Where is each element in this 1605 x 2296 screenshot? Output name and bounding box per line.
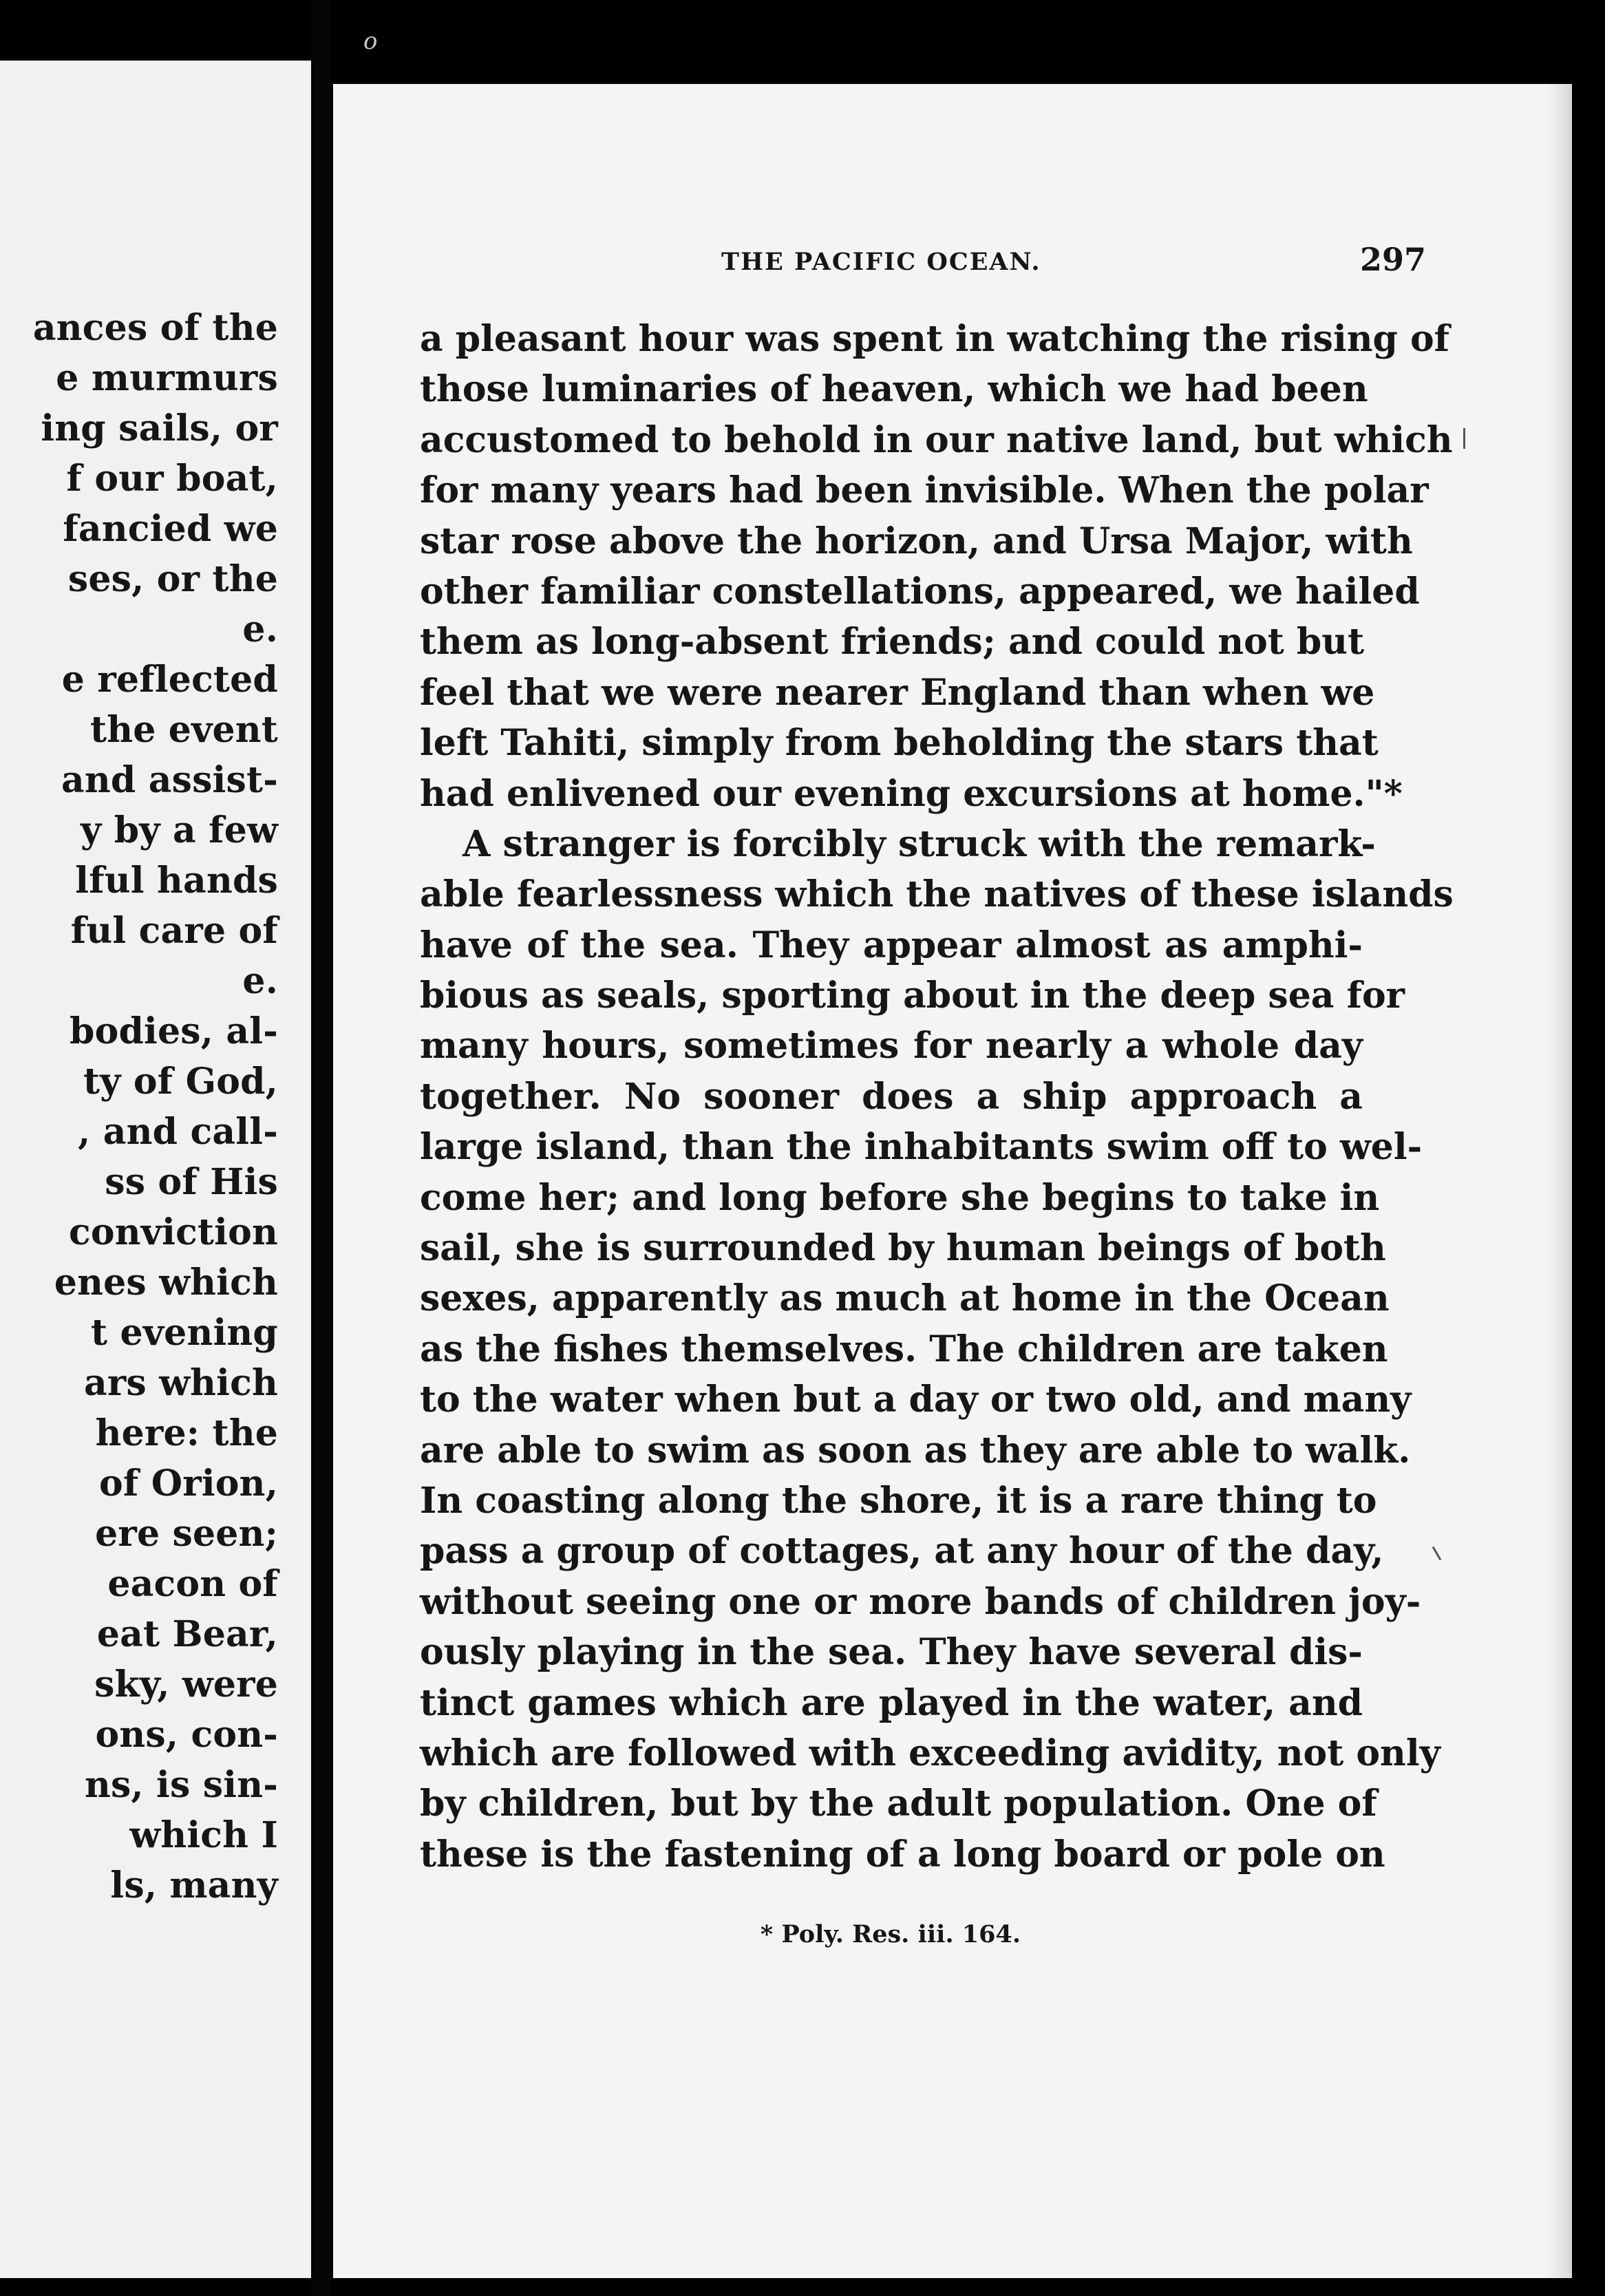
body-line: those luminaries of heaven, which we had been bbox=[420, 368, 1368, 411]
body-line: A stranger is forcibly struck with the remark- bbox=[463, 822, 1376, 865]
body-line: them as long-absent friends; and could not but bbox=[420, 621, 1365, 663]
left-page-line: of Orion, bbox=[99, 1463, 278, 1505]
running-head: THE PACIFIC OCEAN. bbox=[721, 248, 1041, 276]
body-line: by children, but by the adult population. One of bbox=[420, 1783, 1377, 1825]
left-page-line: enes which bbox=[54, 1262, 278, 1304]
left-page-line: ss of His bbox=[105, 1161, 278, 1203]
body-line: star rose above the horizon, and Ursa Major, with bbox=[420, 520, 1413, 562]
left-page-line: ty of God, bbox=[83, 1061, 278, 1103]
left-page-line: bodies, al- bbox=[70, 1010, 278, 1052]
left-page-line: ere seen; bbox=[95, 1513, 278, 1555]
left-page-line: ses, or the bbox=[67, 558, 278, 600]
body-line: pass a group of cottages, at any hour of the day, bbox=[420, 1530, 1384, 1573]
left-page-line: ons, con- bbox=[95, 1714, 278, 1756]
body-text bbox=[420, 314, 1454, 1880]
left-page bbox=[0, 61, 311, 2278]
body-line: for many years had been invisible. When the polar bbox=[420, 469, 1429, 512]
footnote: * Poly. Res. iii. 164. bbox=[760, 1920, 1021, 1948]
body-line: sail, she is surrounded by human beings of both bbox=[420, 1227, 1386, 1270]
body-line: bious as seals, sporting about in the deep sea for bbox=[420, 975, 1405, 1017]
left-page-line: eacon of bbox=[107, 1563, 278, 1605]
body-line: In coasting along the shore, it is a rare thing to bbox=[420, 1479, 1377, 1522]
left-page-line: f our boat, bbox=[66, 458, 278, 500]
body-line: able fearlessness which the natives of these islands bbox=[420, 873, 1454, 916]
body-line: ously playing in the sea. They have several dis- bbox=[420, 1631, 1363, 1674]
left-page-line: and assist- bbox=[61, 759, 278, 801]
left-page-text bbox=[0, 303, 278, 1911]
left-page-line: t evening bbox=[90, 1312, 278, 1354]
left-page-line: ars which bbox=[83, 1362, 278, 1404]
body-line: accustomed to behold in our native land, but which bbox=[420, 418, 1453, 461]
left-page-line: lful hands bbox=[75, 860, 278, 902]
left-page-line: e. bbox=[242, 608, 278, 650]
left-page-line: here: the bbox=[95, 1412, 278, 1454]
right-page bbox=[333, 84, 1572, 2278]
scan-mark: o bbox=[363, 28, 378, 55]
left-page-line: e. bbox=[242, 960, 278, 1002]
body-line: tinct games which are played in the water, and bbox=[420, 1681, 1363, 1724]
left-page-line: , and call- bbox=[78, 1111, 278, 1153]
body-line: left Tahiti, simply from beholding the stars that bbox=[420, 722, 1379, 765]
body-line: these is the fastening of a long board or pole on bbox=[420, 1833, 1385, 1875]
body-line: many hours, sometimes for nearly a whole day bbox=[420, 1025, 1363, 1067]
page-number: 297 bbox=[1360, 241, 1427, 278]
body-line: have of the sea. They appear almost as amphi- bbox=[420, 924, 1363, 966]
body-line: as the fishes themselves. The children are taken bbox=[420, 1328, 1388, 1370]
body-line: feel that we were nearer England than when we bbox=[420, 671, 1375, 714]
body-line: without seeing one or more bands of children joy- bbox=[420, 1580, 1421, 1623]
left-page-line: e murmurs bbox=[56, 357, 278, 399]
scan-fleck bbox=[1463, 428, 1465, 449]
body-line: had enlivened our evening excursions at home."* bbox=[420, 772, 1403, 815]
body-line: which are followed with exceeding avidity, not only bbox=[420, 1732, 1441, 1774]
left-page-line: e reflected bbox=[61, 659, 278, 701]
body-line: a pleasant hour was spent in watching the rising of bbox=[420, 318, 1450, 360]
left-page-line: eat Bear, bbox=[96, 1613, 278, 1655]
body-line: come her; and long before she begins to take in bbox=[420, 1176, 1380, 1219]
body-line: large island, than the inhabitants swim off to wel- bbox=[420, 1126, 1423, 1169]
scan-fleck bbox=[1432, 1546, 1442, 1561]
left-page-line: fancied we bbox=[63, 508, 278, 550]
left-page-line: the event bbox=[89, 709, 278, 751]
body-line: other familiar constellations, appeared, we hailed bbox=[420, 570, 1420, 613]
left-page-line: ances of the bbox=[32, 307, 278, 349]
left-page-line: which I bbox=[129, 1814, 278, 1856]
left-page-line: ful care of bbox=[70, 910, 278, 952]
left-page-line: ls, many bbox=[110, 1864, 278, 1906]
left-page-line: ns, is sin- bbox=[84, 1764, 278, 1806]
left-page-line: y by a few bbox=[80, 809, 278, 851]
body-line: to the water when but a day or two old, and many bbox=[420, 1379, 1412, 1421]
left-page-line: conviction bbox=[68, 1211, 278, 1253]
body-line: are able to swim as soon as they are able to walk. bbox=[420, 1429, 1411, 1471]
page-gutter bbox=[311, 0, 330, 2296]
body-line: sexes, apparently as much at home in the Ocean bbox=[420, 1277, 1390, 1320]
left-page-line: sky, were bbox=[94, 1663, 278, 1705]
left-page-line: ing sails, or bbox=[41, 407, 278, 449]
body-line: together. No sooner does a ship approach a bbox=[420, 1075, 1363, 1118]
